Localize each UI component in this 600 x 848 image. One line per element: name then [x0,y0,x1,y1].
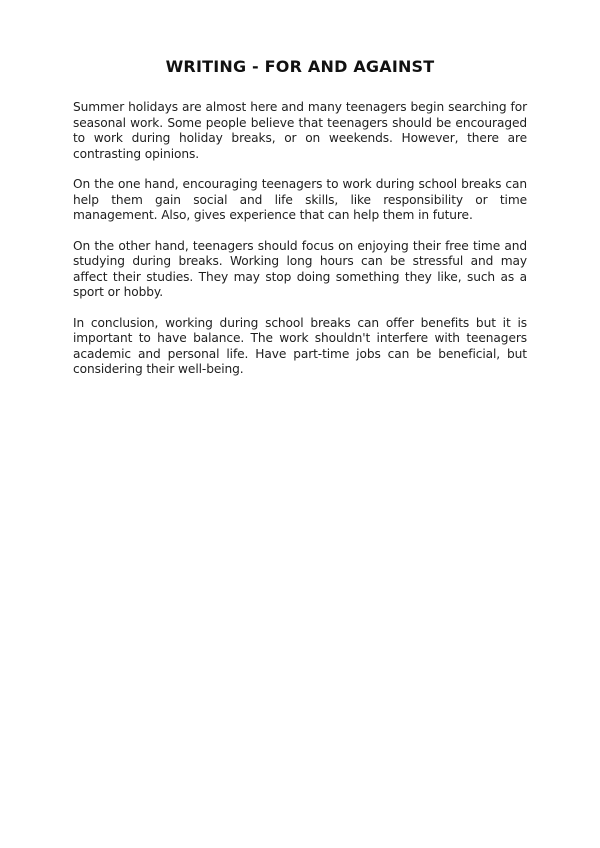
paragraph-against: On the other hand, teenagers should focus on enjoying their free time and studying during breaks. Working long hours can be stressful and may affect their studies. They may stop doing something they like, such as a sport or hobby. [73,238,527,299]
paragraph-for: On the one hand, encouraging teenagers to work during school breaks can help them gain social and life skills, like responsibility or time management. Also, gives experience that can help them in future. [73,177,527,222]
essay-body [73,100,527,393]
paragraph-conclusion: In conclusion, working during school breaks can offer benefits but it is important to have balance. The work shouldn't interfere with teenagers academic and personal life. Have part-time jobs can be beneficial, but considering their well-being. [73,315,527,376]
paragraph-introduction: Summer holidays are almost here and many teenagers begin searching for seasonal work. Some people believe that teenagers should be encouraged to work during holiday breaks, or on weekends. However, there are contrasting opinions. [73,100,527,161]
page-title: WRITING - FOR AND AGAINST [165,57,435,76]
